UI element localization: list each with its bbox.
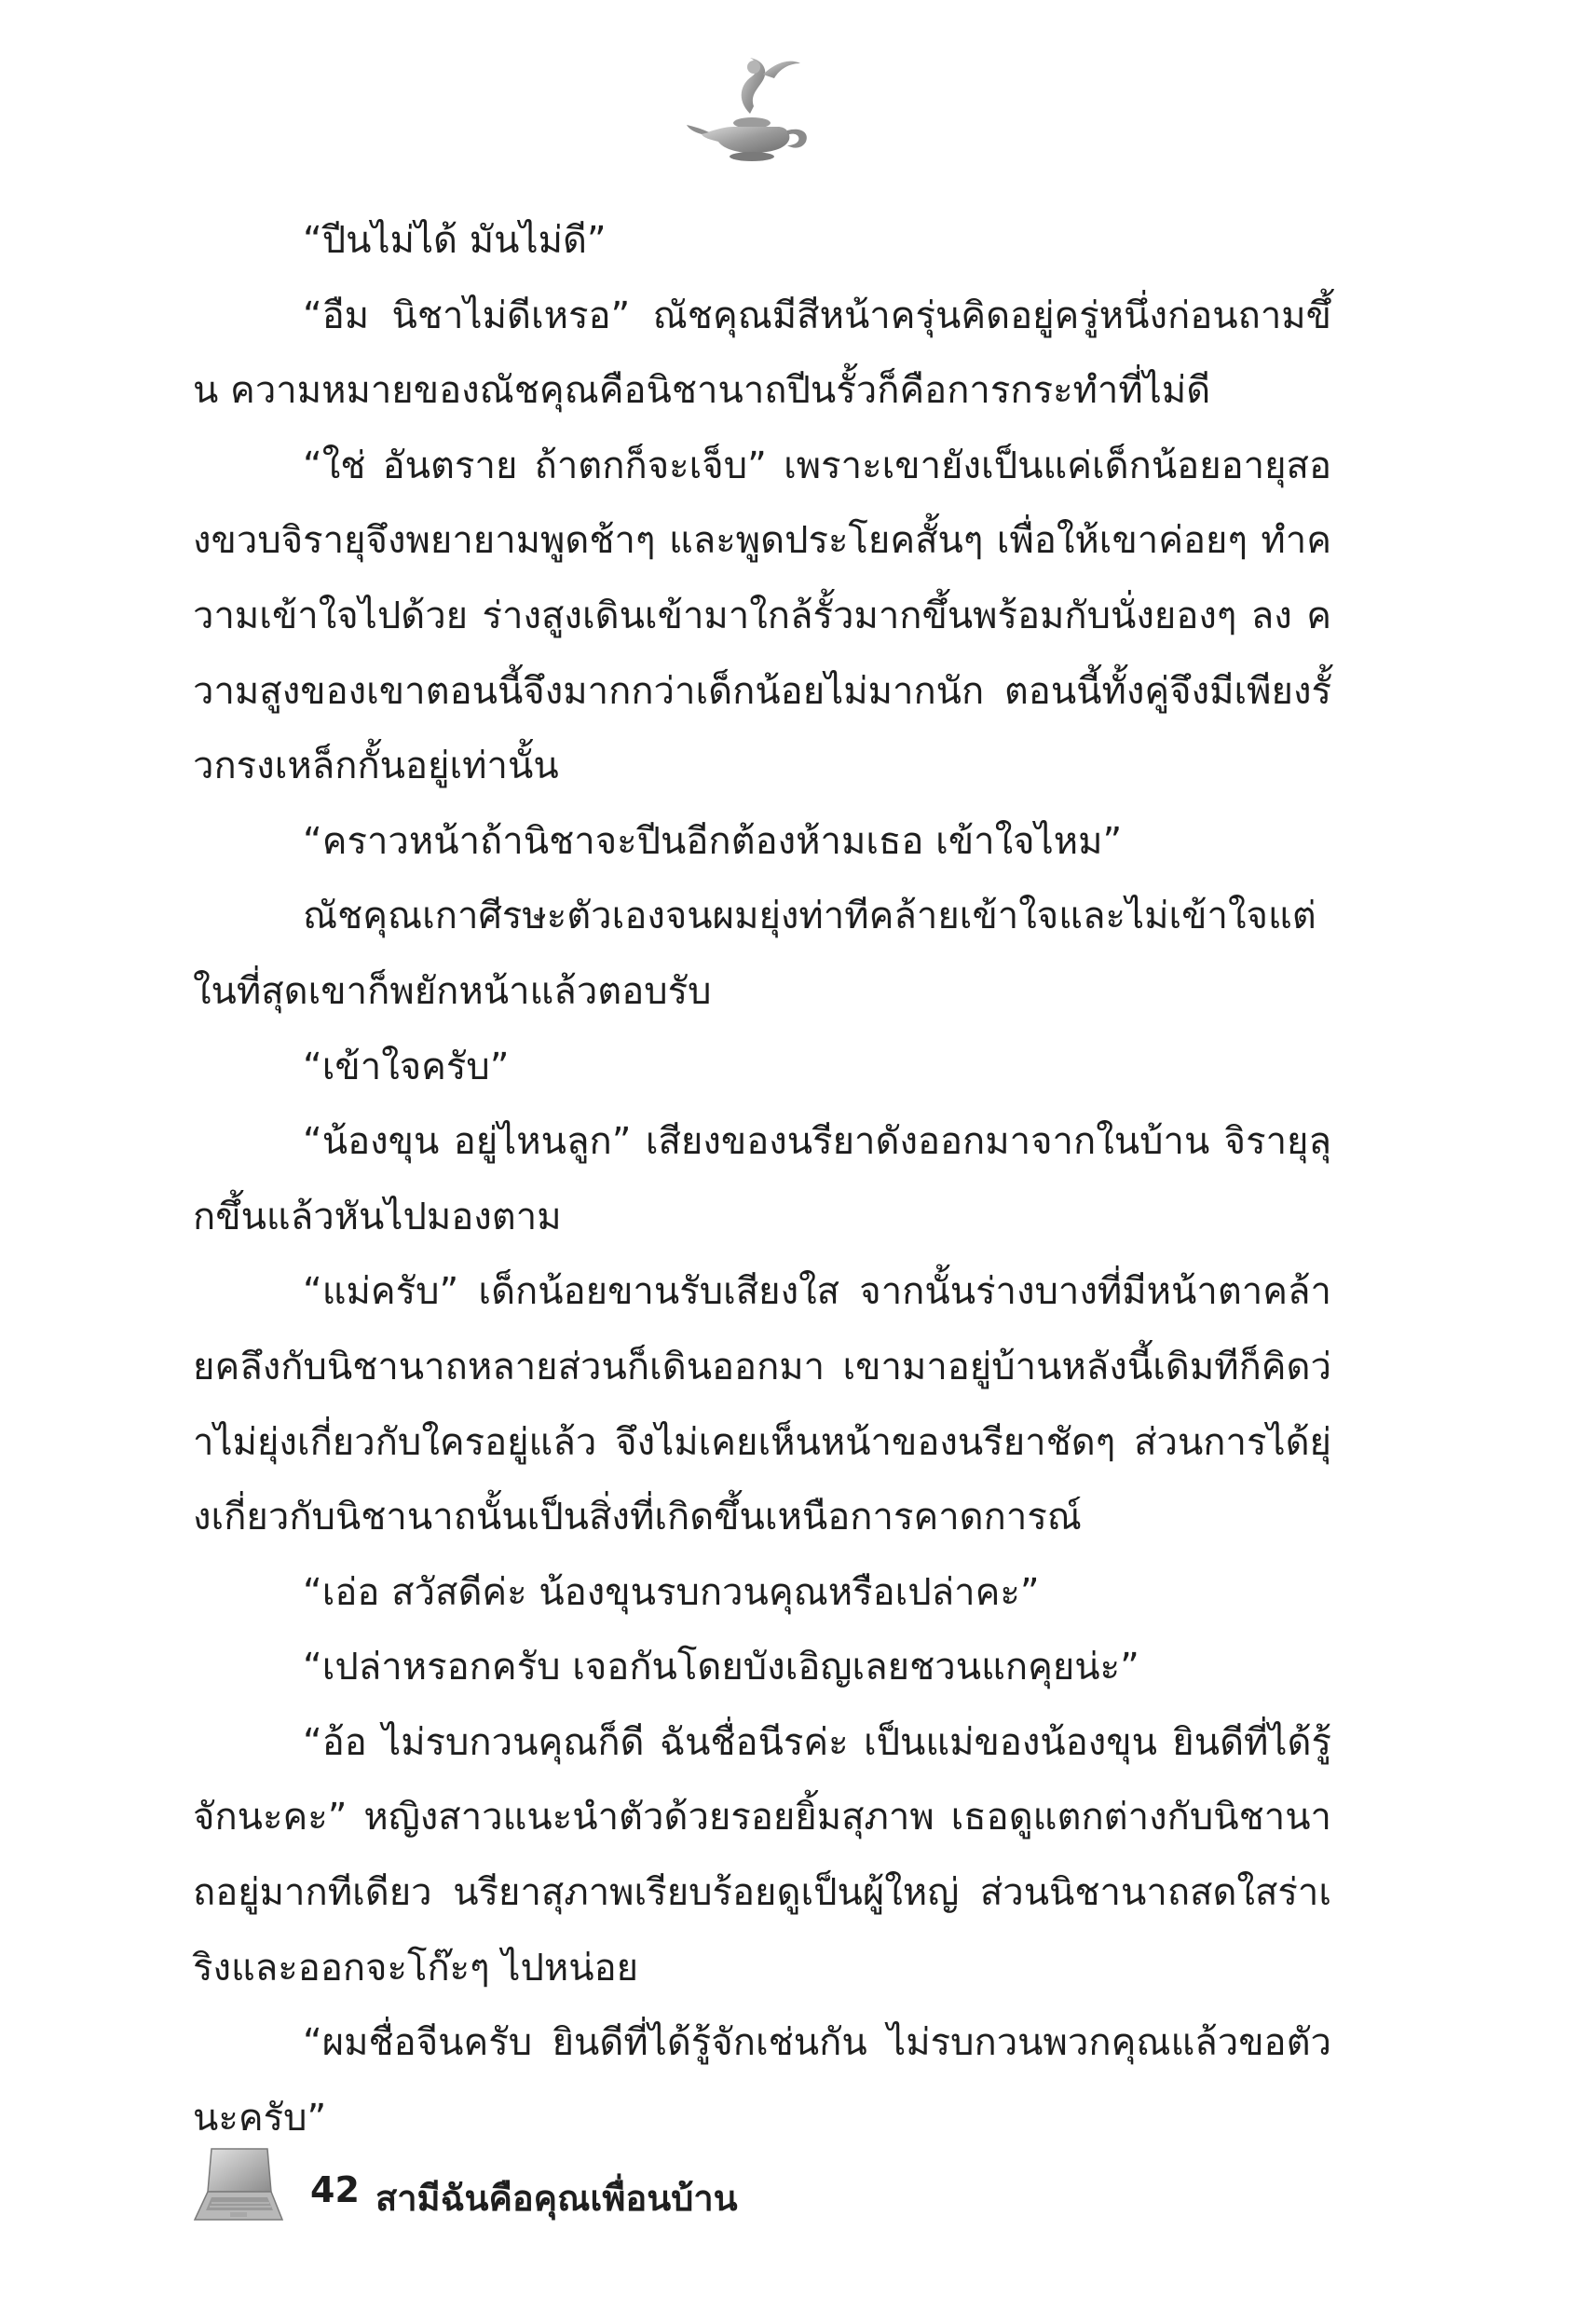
paragraph: “อืม นิชาไม่ดีเหรอ” ณัชคุณมีสีหน้าครุ่นคิดอยู่ครู่หนึ่งก่อนถามขึ้น ความหมายของณัชคุณคือนิชานาถปีนรั้วก็คือการกระทำที่ไม่ดี xyxy=(193,294,1331,413)
book-title: สามีฉันคือคุณเพื่อนบ้าน xyxy=(375,2178,738,2219)
genie-lamp-icon xyxy=(685,48,825,165)
page-number: 42 xyxy=(310,2169,360,2210)
body-text xyxy=(193,203,1331,2155)
paragraph: “เข้าใจครับ” xyxy=(303,1045,510,1088)
paragraph: “ปีนไม่ได้ มันไม่ดี” xyxy=(303,219,607,262)
paragraph: “ใช่ อันตราย ถ้าตกก็จะเจ็บ” เพราะเขายังเป็นแค่เด็กน้อยอายุสองขวบจิรายุจึงพยายามพูดช้าๆ และพูดประโยคสั้นๆ เพื่อให้เขาค่อยๆ ทำความเข้าใจไปด้วย ร่างสูงเดินเข้ามาใกล้รั้วมากขึ้นพร้อมกับนั่งยองๆ ลง ความสูงของเขาตอนนี้จึงมากกว่าเด็กน้อยไม่มากนัก ตอนนี้ทั้งคู่จึงมีเพียงรั้วกรงเหล็กกั้นอยู่เท่านั้น xyxy=(193,444,1331,788)
paragraph: ณัชคุณเกาศีรษะตัวเองจนผมยุ่งท่าทีคล้ายเข้าใจและไม่เข้าใจแต่ในที่สุดเขาก็พยักหน้าแล้วตอบรับ xyxy=(193,895,1316,1013)
paragraph: “คราวหน้าถ้านิชาจะปีนอีกต้องห้ามเธอ เข้าใจไหม” xyxy=(303,819,1123,863)
laptop-icon xyxy=(191,2143,284,2232)
paragraph: “น้องขุน อยู่ไหนลูก” เสียงของนรียาดังออกมาจากในบ้าน จิรายุลุกขึ้นแล้วหันไปมองตาม xyxy=(193,1120,1331,1238)
paragraph: “แม่ครับ” เด็กน้อยขานรับเสียงใส จากนั้นร่างบางที่มีหน้าตาคล้ายคลึงกับนิชานาถหลายส่วนก็เดินออกมา เขามาอยู่บ้านหลังนี้เดิมทีก็คิดว่าไม่ยุ่งเกี่ยวกับใครอยู่แล้ว จึงไม่เคยเห็นหน้าของนรียาชัดๆ ส่วนการได้ยุ่งเกี่ยวกับนิชานาถนั้นเป็นสิ่งที่เกิดขึ้นเหนือการคาดการณ์ xyxy=(193,1270,1331,1539)
page-footer xyxy=(191,2143,936,2236)
paragraph: “เอ่อ สวัสดีค่ะ น้องขุนรบกวนคุณหรือเปล่าคะ” xyxy=(303,1570,1040,1614)
paragraph: “อ้อ ไม่รบกวนคุณก็ดี ฉันชื่อนีรค่ะ เป็นแม่ของน้องขุน ยินดีที่ได้รู้จักนะคะ” หญิงสาวแนะนำตัวด้วยรอยยิ้มสุภาพ เธอดูแตกต่างกับนิชานาถอยู่มากทีเดียว นรียาสุภาพเรียบร้อยดูเป็นผู้ใหญ่ ส่วนนิชานาถสดใสร่าเริงและออกจะโก๊ะๆ ไปหน่อย xyxy=(193,1720,1331,1990)
paragraph: “ผมชื่อจีนครับ ยินดีที่ได้รู้จักเช่นกัน ไม่รบกวนพวกคุณแล้วขอตัวนะครับ” xyxy=(193,2021,1331,2140)
paragraph: “เปล่าหรอกครับ เจอกันโดยบังเอิญเลยชวนแกคุยน่ะ” xyxy=(303,1646,1139,1689)
